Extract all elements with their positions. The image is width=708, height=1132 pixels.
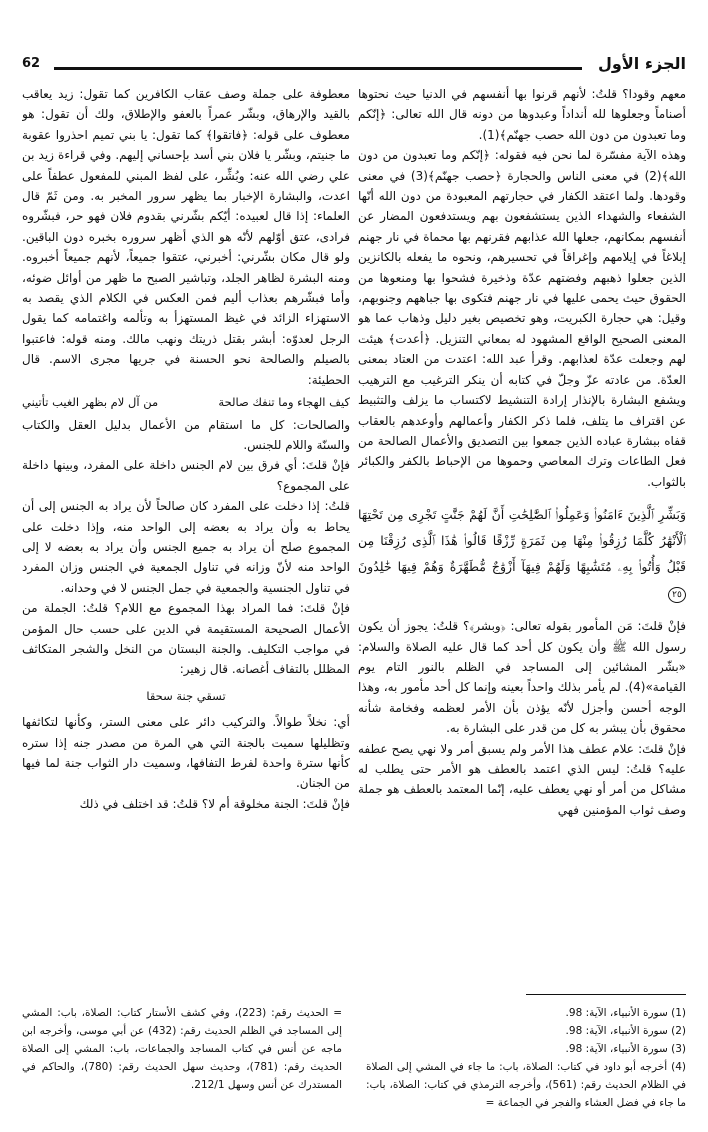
header-rule	[54, 67, 582, 70]
poem-fragment: تسقي جنة سحقا	[146, 688, 226, 703]
right-column	[358, 84, 686, 964]
poem-verse	[22, 392, 350, 412]
paragraph: معطوفة على جملة وصف عقاب الكافرين كما تقول: زيد يعاقب بالقيد والإرهاق، وبشّر عمراً بالعفو والإطلاق، ولك أن تقول: هو معطوف على قوله: ﴿فاتقوا﴾ كما تقول: يا بني تميم احذروا عقوبة ما جنيتم، وبشّر يا فلان بني أسد بإحساني إليهم. وفي قراءة زيد بن علي رضي الله عنه: وبُشِّر، على لفظ المبني للمفعول عطفاً على اعدت، والبشارة الإخبار بما يظهر سرور المخبر به. ومن ثَمّ قال العلماء: إذا قال لعبيده: أيّكم بشّرني بقدوم فلان فهو حر، فبشّروه فرادى، عتق أوّلهم لأنّه هو الذي أظهر سروره بخبره دون الباقين. ولو قال مكان بشّرني: أخبرني، عتقوا جميعاً، لأنهم جميعاً أخبروه. ومنه البشرة لظاهر الجلد، وتباشير الصبح ما ظهر من أوائل ضوئه، وأما فبشّرهم بعذاب أليم فمن العكس في الكلام الذي يقصد به الاستهزاء الزائد في غيظ المستهزأ به وتألمه واغتمامه كما يقول الرجل لعدوّه: أبشر بقتل ذريتك ونهب مالك. ومنه قوله: فاعتبوا بالصيلم والصالحة نحو الحسنة في جريها مجرى الاسم. قال الحطيئة:	[22, 87, 350, 387]
poem-hemistich-left: من آل لام بظهر الغيب تأتيني	[22, 395, 159, 410]
paragraph: أي: نخلاً طوالاً. والتركيب دائر على معنى الستر، وكأنها لتكاثفها وتظليلها سميت بالجنة التي هي المرة من مصدر جنه إذا ستره كأنها سترة واحدة لفرط التفافها، وسميت دار الثواب جنة لما فيها من الجنان.	[22, 715, 350, 791]
quran-verse	[358, 502, 686, 606]
page-header	[22, 54, 686, 82]
paragraph: فإنْ قلتَ: الجنة مخلوقة أم لا؟ قلتُ: قد اختلف في ذلك	[79, 796, 350, 811]
page-number: 62	[22, 56, 41, 71]
paragraph: فإنْ قلتَ: أي فرق بين لام الجنس داخلة على المفرد، وبينها داخلة على المجموع؟	[22, 458, 350, 493]
part-title: الجزء الأول	[598, 54, 686, 73]
footnotes-right	[366, 1004, 686, 1114]
verse-number: ٢٥	[668, 587, 686, 603]
verse-text: وَبَشِّرِ ٱلَّذِينَ ءَامَنُوا۟ وَعَمِلُوا۟ ٱلصَّٰلِحَٰتِ أَنَّ لَهُمْ جَنَّٰتٍ تَجْرِى مِن تَحْتِهَا ٱلْأَنْهَٰرُ كُلَّمَا رُزِقُوا۟ مِنْهَا مِن ثَمَرَةٍ رِّزْقًا قَالُوا۟ هَٰذَا ٱلَّذِى رُزِقْنَا مِن قَبْلُ وَأُتُوا۟ بِهِۦ مُتَشَٰبِهًا وَلَهُمْ فِيهَآ أَزْوَٰجٌ مُّطَهَّرَةٌ وَهُمْ فِيهَا خَٰلِدُونَ	[358, 507, 686, 575]
paragraph: فإنْ قلتَ: علام عطف هذا الأمر ولم يسبق أمر ولا نهي يصح عطفه عليه؟ قلتُ: ليس الذي اعتمد بالعطف هو الأمر حتى يطلب له مشاكل من أمر أو نهي يعطف عليه، إنّما المعتمد بالعطف هو جملة وصف ثواب المؤمنين فهي	[358, 741, 686, 817]
footnote: (1) سورة الأنبياء، الآية: 98.	[565, 1007, 686, 1019]
left-column	[22, 84, 350, 964]
footnote-rule	[526, 994, 686, 995]
paragraph: وهذه الآية مفسّرة لما نحن فيه فقوله: ﴿إنّكم وما تعبدون من دون الله﴾(2) في معنى الناس والحجارة ﴿حصب جهنّم﴾(3) في معنى وقودها. ولما اعتقد الكفار في حجارتهم المعبودة من دون الله أنّها الشفعاء والشهداء الذين يستشفعون بهم ويستدفعون المضار عن أنفسهم بمكانهم، جعلها الله عذابهم فقرنهم بها محماة في نار جهنم إبلاغاً في إيلامهم وإغراقاً في تحسيرهم، ونحوه ما يفعله بالكانزين الذين جعلوا ذهبهم وفضتهم عدّة وذخيرة فشحوا بها ومنعوها من الحقوق حيث يحمى عليها في نار جهنم فتكوى بها جباههم وجنوبهم، وقيل: هي حجارة الكبريت، وهو تخصيص بغير دليل وذهاب عما هو المعنى الصحيح الواقع المشهود له بمعاني التنزيل. ﴿أعدت﴾ هيئت لهم وجعلت عدّة لعذابهم. وقرأ عبد الله: اعتدت من العتاد بمعنى العدّة. من عادته عزّ وجلّ في كتابه أن ينكر الترغيب مع الترهيب ويشفع البشارة بالإنذار إرادة التنشيط لاكتساب ما يزلف والتثبيط عن اقتراف ما يتلف، فلما ذكر الكفار وأعمالهم وأوعدهم بالعقاب قفاه ببشارة عباده الذين جمعوا بين التصديق والأعمال الصالحة من فعل الطاعات وترك المعاصي وحموها من الإحباط بالكفر والكبائر بالثواب.	[358, 148, 686, 489]
footnote: (4) أخرجه أبو داود في كتاب: الصلاة، باب: ما جاء في المشي إلى الصلاة في الظلام الحديث رقم: (561)، وأخرجه الترمذي في كتاب: الصلاة، باب: ما جاء في فضل العشاء والفجر في الجماعة =	[366, 1061, 686, 1109]
paragraph: والصالحات: كل ما استقام من الأعمال بدليل العقل والكتاب والسنّة واللام للجنس.	[22, 417, 350, 452]
footnotes-left	[22, 1004, 342, 1114]
paragraph: فإنْ قلتَ: فما المراد بهذا المجموع مع اللام؟ قلتُ: الجملة من الأعمال الصحيحة المستقيمة في الدين على حسب حال المؤمن في مواجب التكليف. والجنة البستان من النخل والشجر المتكاثف المظلل بالتفاف أغصانه. قال زهير:	[22, 601, 350, 677]
footnote: = الحديث رقم: (223)، وفي كشف الأستار كتاب: الصلاة، باب: المشي إلى المساجد في الظلم الحديث رقم: (432) عن أبي موسى، وأخرجه ابن ماجه عن أنس في كتاب المساجد والجماعات، باب: المشي إلى الصلاة الحديث رقم: (781)، وحديث سهل الحديث رقم: (780)، والحاكم في المستدرك عن أنس وسهل 212/1.	[22, 1007, 342, 1091]
poem-hemistich-right: كيف الهجاء وما تنفك صالحة	[218, 395, 350, 410]
footnote: (3) سورة الأنبياء، الآية: 98.	[565, 1043, 686, 1055]
footnote: (2) سورة الأنبياء، الآية: 98.	[565, 1025, 686, 1037]
paragraph: معهم وقودا؟ قلتُ: لأنهم قرنوا بها أنفسهم في الدنيا حيث نحتوها أصناماً وجعلوها لله أنداداً وعبدوها من دونه قال الله تعالى: ﴿إنّكم وما تعبدون من دون الله حصب جهنّم﴾(1).	[358, 87, 686, 142]
paragraph: فإنْ قلتَ: مَن المأمور بقوله تعالى: ﴿وبشر﴾؟ قلتُ: يجوز أن يكون رسول الله ﷺ وأن يكون كل أحد كما قال عليه الصلاة والسلام: «بشّر المشائين إلى المساجد في الظلم بالنور التام يوم القيامة»(4). لم يأمر بذلك واحداً بعينه وإنما كل أحد مأمور به، وهذا الوجه أحسن وأجزل لأنّه يؤذن بأن الأمر لعظمه وفخامة شأنه محقوق بأن يبشر به كل من قدر على البشارة به.	[358, 619, 686, 736]
paragraph: قلتُ: إذا دخلت على المفرد كان صالحاً لأن يراد به الجنس إلى أن يحاط به وأن يراد به بعضه إلى الواحد منه، وإذا دخلت على المجموع صلح أن يراد به جميع الجنس وأن يراد به بعضه لا إلى الواحد منه لأنّ وزانه في تناول الجمعية في الجنس وزان المفرد في تناول الجنسية والجمعية في جمل الجنس لا في وحدانه.	[22, 499, 350, 595]
